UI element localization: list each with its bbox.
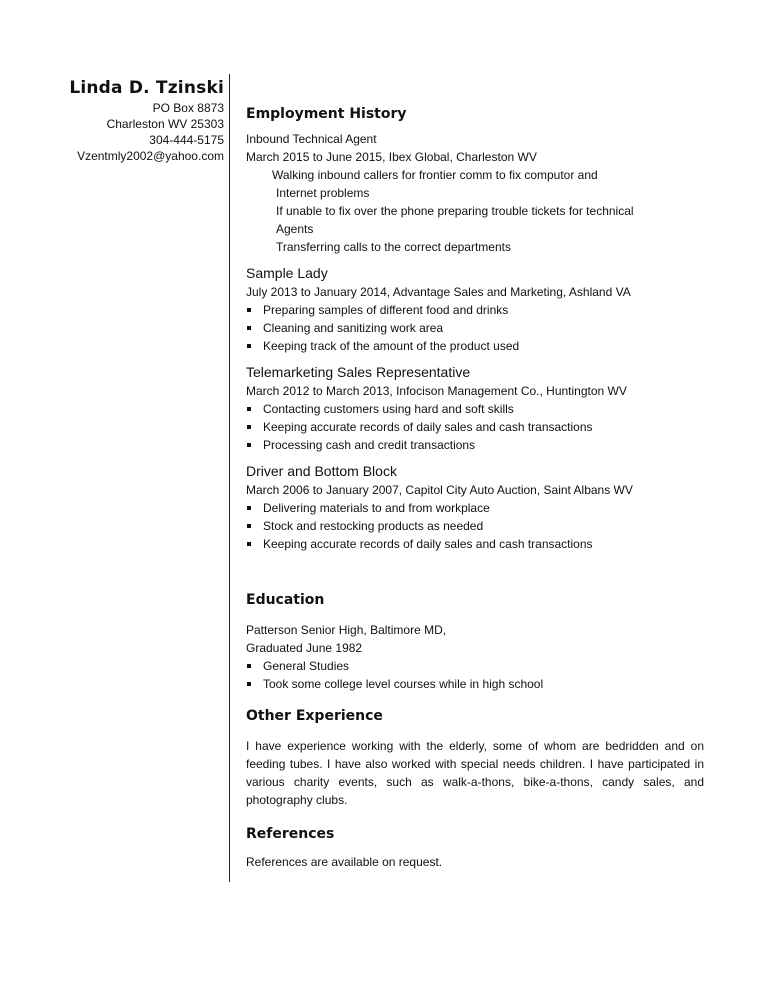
list-item: Cleaning and sanitizing work area — [246, 319, 704, 337]
employment-heading: Employment History — [246, 106, 407, 122]
phone: 304-444-5175 — [149, 133, 224, 147]
other-text: I have experience working with the elderly, some of whom are bedridden and on feeding tubes. I have also worked with special needs children. I have participated in various charity events, such as walk-a-thons, bike-a-thons, candy sales, and photography clubs. — [246, 739, 704, 807]
job3-title: Telemarketing Sales Representative — [246, 364, 471, 380]
email: Vzentmly2002@yahoo.com — [77, 149, 224, 163]
job4-dates: March 2006 to January 2007, Capitol City Auto Auction, Saint Albans WV — [246, 483, 633, 497]
education-school: Patterson Senior High, Baltimore MD, — [246, 623, 447, 637]
job3-dates: March 2012 to March 2013, Infocison Management Co., Huntington WV — [246, 384, 627, 398]
job1-title: Inbound Technical Agent — [246, 132, 377, 146]
contact-block — [60, 76, 224, 164]
job1-line: If unable to fix over the phone preparing trouble tickets for technical — [276, 204, 634, 218]
job1-line: Transferring calls to the correct departments — [276, 240, 511, 254]
po-box: PO Box 8873 — [152, 101, 224, 115]
education-heading: Education — [246, 592, 325, 608]
references-text: References are available on request. — [246, 855, 443, 869]
job4-bullets — [246, 499, 704, 553]
education-bullets — [246, 657, 704, 693]
resume-body — [246, 103, 704, 871]
list-item: Stock and restocking products as needed — [246, 517, 704, 535]
job2-dates: July 2013 to January 2014, Advantage Sales and Marketing, Ashland VA — [246, 285, 631, 299]
candidate-name: Linda D. Tzinski — [69, 78, 224, 98]
job3-bullets — [246, 400, 704, 454]
other-heading: Other Experience — [246, 708, 383, 724]
job2-title: Sample Lady — [246, 265, 328, 281]
references-heading: References — [246, 826, 335, 842]
job4-title: Driver and Bottom Block — [246, 463, 397, 479]
list-item: General Studies — [246, 657, 704, 675]
list-item: Took some college level courses while in high school — [246, 675, 704, 693]
job1-line: Agents — [276, 222, 314, 236]
divider-line — [229, 74, 230, 882]
list-item: Keeping track of the amount of the product used — [246, 337, 704, 355]
list-item: Processing cash and credit transactions — [246, 436, 704, 454]
list-item: Contacting customers using hard and soft skills — [246, 400, 704, 418]
job2-bullets — [246, 301, 704, 355]
city: Charleston WV 25303 — [106, 117, 224, 131]
list-item: Keeping accurate records of daily sales and cash transactions — [246, 535, 704, 553]
list-item: Delivering materials to and from workplace — [246, 499, 704, 517]
job1-line: Internet problems — [276, 186, 370, 200]
list-item: Keeping accurate records of daily sales and cash transactions — [246, 418, 704, 436]
job1-dates: March 2015 to June 2015, Ibex Global, Charleston WV — [246, 150, 537, 164]
education-graduated: Graduated June 1982 — [246, 641, 363, 655]
job1-line: Walking inbound callers for frontier comm to fix computor and — [272, 168, 598, 182]
list-item: Preparing samples of different food and drinks — [246, 301, 704, 319]
